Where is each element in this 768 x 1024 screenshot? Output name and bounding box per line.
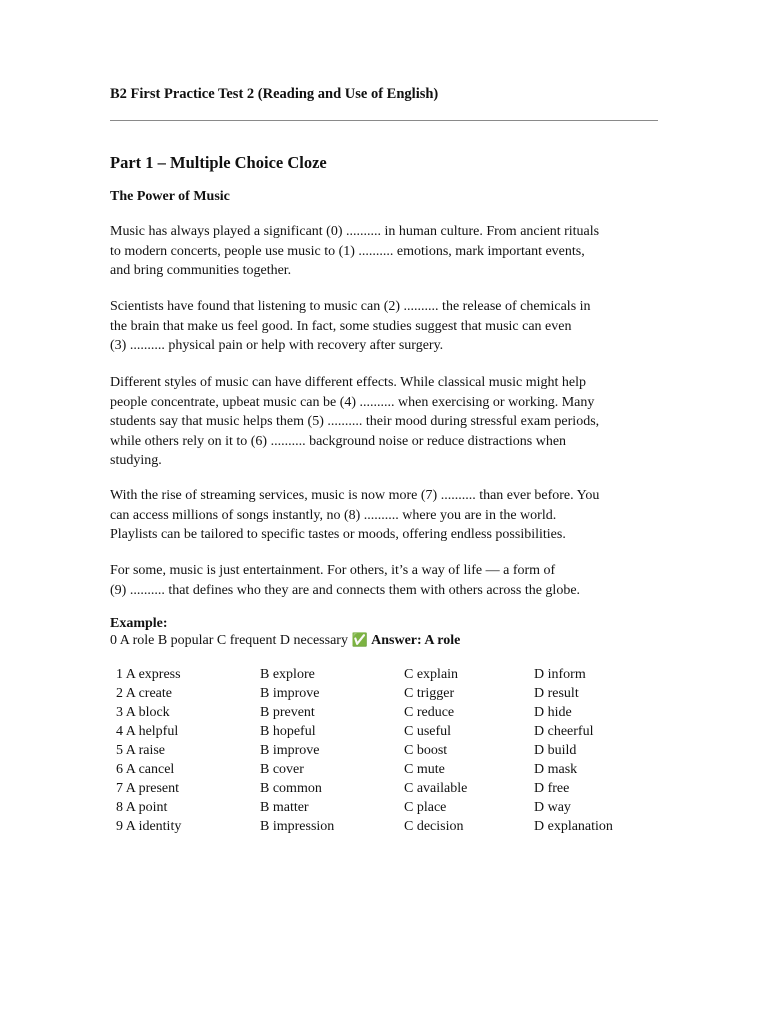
option-b: B improve <box>260 743 320 758</box>
text-title: The Power of Music <box>110 189 230 204</box>
option-c: C reduce <box>404 705 455 720</box>
paragraph-line: Different styles of music can have different effects. While classical music might help <box>110 375 586 390</box>
paragraph-line: (3) .......... physical pain or help with recovery after surgery. <box>110 338 444 353</box>
option-a: 2 A create <box>116 686 172 701</box>
paragraph-line: people concentrate, upbeat music can be (4) .......... when exercising or working. Many <box>110 394 595 410</box>
paragraph-line: For some, music is just entertainment. For others, it’s a way of life — a form of <box>110 563 556 578</box>
paragraph-2 <box>110 297 658 356</box>
option-a: 4 A helpful <box>116 724 179 739</box>
paragraph-4 <box>110 486 658 545</box>
options-row <box>116 686 644 705</box>
example-answer: Answer: A role <box>371 633 461 648</box>
paragraph-5 <box>110 561 658 600</box>
document-title: B2 First Practice Test 2 (Reading and Use of English) <box>110 86 439 102</box>
paragraph-line: to modern concerts, people use music to (1) .......... emotions, mark important events, <box>110 243 585 259</box>
option-b: B matter <box>260 800 309 815</box>
option-d: D build <box>534 743 577 758</box>
option-d: D free <box>534 781 570 796</box>
option-c: C trigger <box>404 686 455 701</box>
option-a: 8 A point <box>116 800 168 815</box>
option-b: B explore <box>260 667 315 682</box>
check-mark-icon: ✅ <box>351 633 368 648</box>
option-c: C mute <box>404 762 445 777</box>
option-c: C available <box>404 781 468 796</box>
option-c: C useful <box>404 724 452 739</box>
option-a: 5 A raise <box>116 743 165 758</box>
paragraph-line: Music has always played a significant (0) .......... in human culture. From ancient rituals <box>110 224 600 239</box>
option-a: 6 A cancel <box>116 762 175 777</box>
paragraph-line: studying. <box>110 453 162 468</box>
option-c: C decision <box>404 819 464 834</box>
option-c: C boost <box>404 743 448 758</box>
options-row <box>116 762 644 781</box>
option-a: 1 A express <box>116 667 181 682</box>
example-label: Example: <box>110 616 168 631</box>
options-row <box>116 819 644 838</box>
paragraph-line: the brain that make us feel good. In fact, some studies suggest that music can even <box>110 318 572 334</box>
paragraph-line: while others rely on it to (6) .......... background noise or reduce distractions when <box>110 433 567 449</box>
options-row <box>116 705 644 724</box>
options-row <box>116 743 644 762</box>
options-row <box>116 781 644 800</box>
option-d: D cheerful <box>534 724 594 739</box>
option-d: D hide <box>534 705 572 720</box>
option-b: B hopeful <box>260 724 316 739</box>
option-b: B impression <box>260 819 335 834</box>
options-row <box>116 724 644 743</box>
answer-options-table <box>116 667 644 838</box>
options-row <box>116 800 644 819</box>
option-d: D inform <box>534 667 586 682</box>
paragraph-1 <box>110 222 658 281</box>
options-row <box>116 667 644 686</box>
paragraph-line: With the rise of streaming services, music is now more (7) .......... than ever before. You <box>110 488 600 503</box>
option-b: B improve <box>260 686 320 701</box>
paragraph-line: can access millions of songs instantly, no (8) .......... where you are in the world. <box>110 507 557 523</box>
option-d: D way <box>534 800 571 815</box>
paragraph-line: (9) .......... that defines who they are and connects them with others across the globe. <box>110 582 581 598</box>
part-heading: Part 1 – Multiple Choice Cloze <box>110 153 327 172</box>
example-question: 0 A role B popular C frequent D necessary <box>110 633 348 648</box>
paragraph-3 <box>110 373 658 471</box>
paragraph-line: Scientists have found that listening to music can (2) .......... the release of chemicals in <box>110 299 591 314</box>
example-line <box>110 633 460 649</box>
option-c: C explain <box>404 667 459 682</box>
option-a: 7 A present <box>116 781 179 796</box>
paragraph-line: Playlists can be tailored to specific tastes or moods, offering endless possibilities. <box>110 527 566 542</box>
paragraph-line: students say that music helps them (5) .......... their mood during stressful exam periods, <box>110 414 600 429</box>
option-c: C place <box>404 800 447 815</box>
option-d: D mask <box>534 762 578 777</box>
option-b: B common <box>260 781 322 796</box>
option-a: 9 A identity <box>116 819 182 834</box>
option-b: B cover <box>260 762 304 777</box>
option-b: B prevent <box>260 705 315 720</box>
option-d: D result <box>534 686 579 701</box>
option-a: 3 A block <box>116 705 170 720</box>
paragraph-line: and bring communities together. <box>110 263 292 278</box>
title-divider <box>110 120 658 121</box>
option-d: D explanation <box>534 819 613 834</box>
